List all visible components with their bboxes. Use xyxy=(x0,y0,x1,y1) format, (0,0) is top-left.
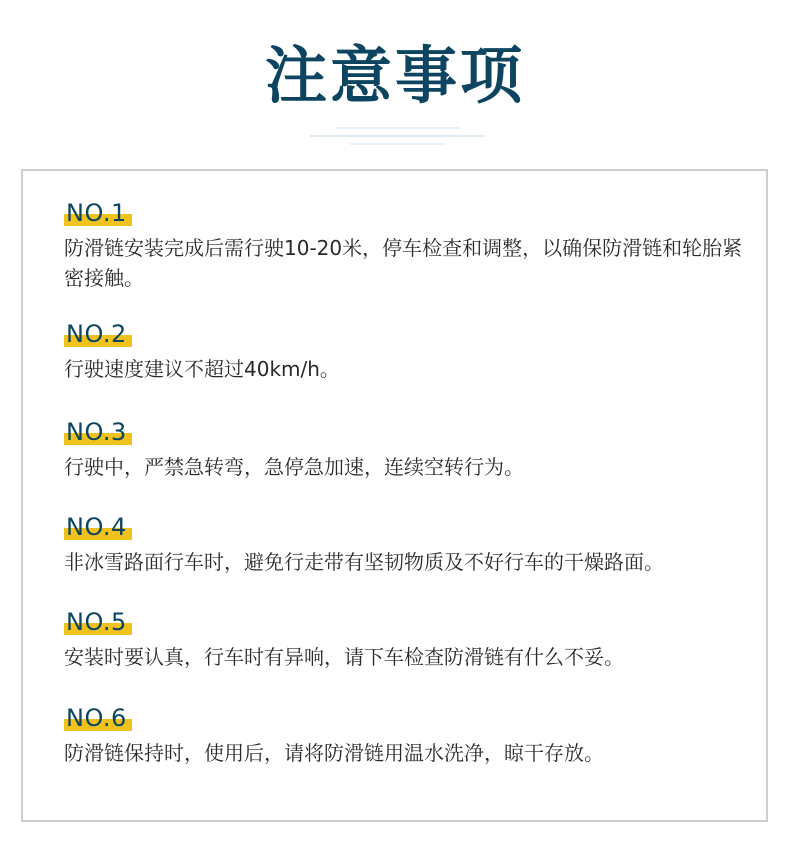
note-item-6 xyxy=(64,704,744,768)
note-number-badge xyxy=(64,418,129,446)
note-number: NO.6 xyxy=(66,704,127,732)
note-number: NO.2 xyxy=(66,320,127,348)
note-item-4 xyxy=(64,513,744,577)
note-number: NO.1 xyxy=(66,199,127,227)
note-number: NO.4 xyxy=(66,513,127,541)
note-number-badge xyxy=(64,199,129,227)
note-text: 安装时要认真，行车时有异响，请下车检查防滑链有什么不妥。 xyxy=(64,645,624,669)
note-number-badge xyxy=(64,513,129,541)
page-title: 注意事项 xyxy=(264,39,525,112)
note-text: 行驶速度建议不超过40km/h。 xyxy=(64,357,340,381)
note-number-badge xyxy=(64,704,129,732)
note-item-5 xyxy=(64,608,744,672)
note-item-1 xyxy=(64,199,744,293)
title-divider-decoration xyxy=(0,126,790,146)
note-item-3 xyxy=(64,418,744,482)
note-text: 行驶中，严禁急转弯，急停急加速，连续空转行为。 xyxy=(64,455,524,479)
note-text: 非冰雪路面行车时，避免行走带有坚韧物质及不好行车的干燥路面。 xyxy=(64,550,664,574)
note-number-badge xyxy=(64,608,129,636)
note-number: NO.5 xyxy=(66,608,127,636)
note-item-2 xyxy=(64,320,744,384)
note-text: 防滑链保持时，使用后，请将防滑链用温水洗净，晾干存放。 xyxy=(64,741,604,765)
note-number: NO.3 xyxy=(66,418,127,446)
note-text: 防滑链安装完成后需行驶10-20米，停车检查和调整，以确保防滑链和轮胎紧密接触。 xyxy=(64,236,743,290)
note-number-badge xyxy=(64,320,129,348)
